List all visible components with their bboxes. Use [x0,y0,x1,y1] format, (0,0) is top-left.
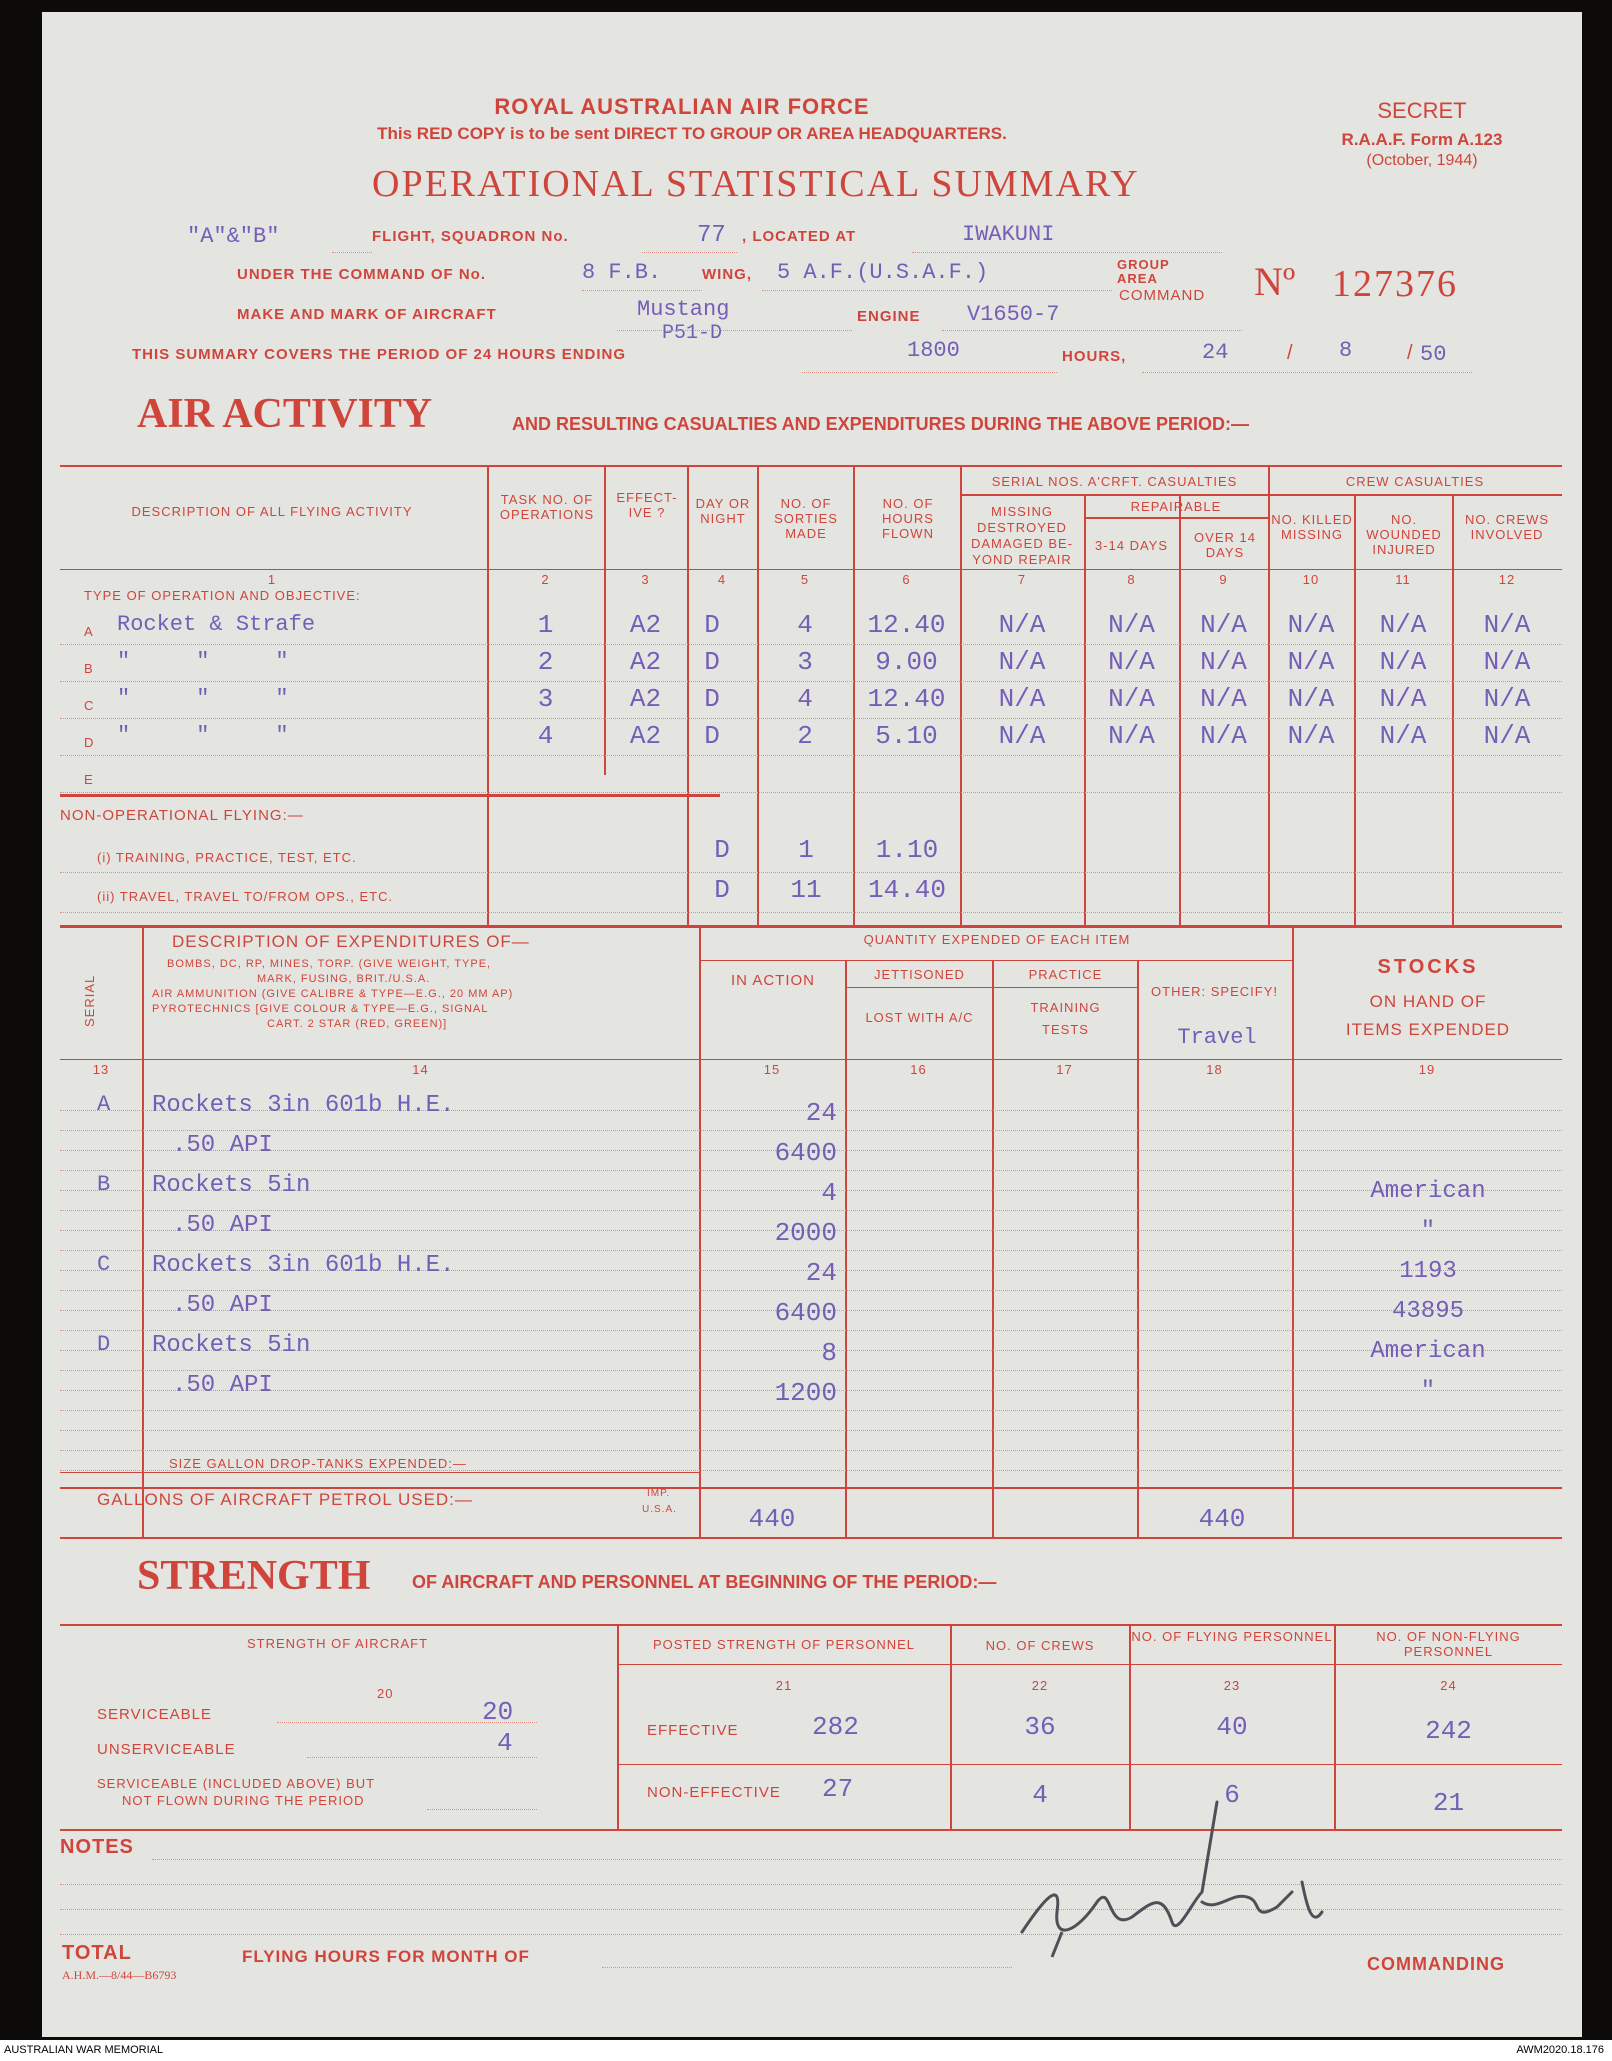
engine-label: ENGINE [857,308,921,325]
col-number: 1 [267,572,277,587]
col-over14-header: OVER 14 DAYS [1194,530,1256,560]
col-number: 24 [1440,1678,1457,1693]
expenditure-serial: C [97,1252,111,1277]
col-daynight-header: DAY OR NIGHT [695,496,751,526]
period-label: THIS SUMMARY COVERS THE PERIOD OF 24 HOURS ENDING [132,346,627,363]
strength-heading: STRENGTH [137,1553,371,1599]
effective-posted: 282 [812,1712,859,1742]
posted-strength-title: POSTED STRENGTH OF PERSONNEL [652,1637,916,1652]
expenditure-desc-line: BOMBS, DC, RP, MINES, TORP. (GIVE WEIGHT, TYPE, [167,958,492,970]
training-hours: 1.10 [875,835,939,865]
expenditure-serial: A [97,1092,111,1117]
operation-cell-c11: N/A [1379,610,1427,640]
col-effective-header: EFFECT- IVE ? [616,490,678,520]
training-sorties: 1 [798,835,814,865]
expenditure-item: Rockets 5in [152,1332,311,1359]
operation-cell-task: 2 [537,647,554,677]
operation-cell-c12: N/A [1483,684,1531,714]
operation-cell-task: 4 [537,721,554,751]
col-hours-header: NO. OF HOURS FLOWN [882,496,934,541]
operation-cell-c9: N/A [1200,610,1247,640]
expenditure-in-action: 4 [821,1178,837,1208]
operation-cell-c12: N/A [1483,721,1531,751]
operation-cell-dn: D [704,721,720,751]
nonflying-personnel-title: NO. OF NON-FLYING PERSONNEL [1376,1629,1521,1659]
commanding-label: COMMANDING [1367,1954,1505,1974]
stocks-title: STOCKS [1377,956,1479,978]
expenditure-stock: American [1370,1338,1486,1365]
serial-col-header: SERIAL [82,974,97,1027]
date-sep-2: / [1407,342,1413,364]
repairable-header: REPAIRABLE [1130,499,1222,514]
col-number: 22 [1031,1678,1049,1693]
flight-value: "A"&"B" [187,224,280,249]
operation-row-letter: B [84,661,94,676]
form-sheet [42,12,1582,2037]
col-number: 14 [412,1062,429,1077]
operation-cell-c8: N/A [1108,684,1155,714]
operation-cell-c10: N/A [1287,610,1335,640]
effective-label: EFFECTIVE [647,1722,739,1739]
date-day: 24 [1202,340,1229,365]
expenditure-item: .50 API [172,1292,273,1319]
air-activity-subheading: AND RESULTING CASUALTIES AND EXPENDITURES DURING THE ABOVE PERIOD:— [512,414,1250,434]
signature [1002,1782,1362,1972]
operation-cell-c7: N/A [998,684,1046,714]
unserviceable-value: 4 [497,1728,513,1758]
operation-cell-c10: N/A [1287,684,1335,714]
noneffective-label: NON-EFFECTIVE [647,1784,781,1801]
operation-cell-c10: N/A [1287,721,1335,751]
serial-prefix: Nº [1254,259,1296,304]
serviceable-label: SERVICEABLE [97,1706,212,1723]
petrol-action: 440 [748,1504,796,1534]
crews-title: NO. OF CREWS [985,1638,1095,1653]
flying-personnel-title: NO. OF FLYING PERSONNEL [1131,1629,1333,1644]
flight-label: FLIGHT, SQUADRON No. [372,228,569,245]
operation-cell-c7: N/A [998,647,1046,677]
effective-nonflying: 242 [1425,1716,1472,1746]
training-daynight: D [714,835,730,865]
col-number: 10 [1302,572,1320,587]
command-value: 5 A.F.(U.S.A.F.) [777,260,989,285]
hours-label: HOURS, [1062,348,1127,365]
expenditure-desc-line: AIR AMMUNITION (GIVE CALIBRE & TYPE—E.G., 20 MM AP) [152,988,514,1000]
col-number: 3 [641,572,650,587]
col-number: 5 [800,572,810,587]
col-task-header: TASK NO. OF OPERATIONS [499,492,595,522]
effective-flying: 40 [1216,1712,1248,1742]
col-sorties-header: NO. OF SORTIES MADE [774,496,838,541]
expenditure-item: Rockets 5in [152,1172,311,1199]
red-copy-line: This RED COPY is to be sent DIRECT TO GROUP OR AREA HEADQUARTERS. [377,124,1007,143]
aircraft-value: Mustang [637,297,730,322]
expenditure-in-action: 8 [821,1338,837,1368]
lost-with-ac-header: LOST WITH A/C [865,1010,974,1025]
expenditure-stock: 43895 [1391,1298,1464,1325]
operation-cell-c8: N/A [1108,721,1155,751]
aircraft-variant: P51-D [662,322,723,345]
col-number: 6 [902,572,911,587]
unserviceable-label: UNSERVICEABLE [97,1741,236,1758]
operation-description: Rocket & Strafe [117,612,316,637]
operation-cell-eff: A2 [629,647,662,677]
expenditure-serial: D [97,1332,111,1357]
date-month: 8 [1339,338,1353,363]
expenditure-in-action: 2000 [774,1218,837,1248]
effective-crews: 36 [1024,1712,1056,1742]
aircraft-label: MAKE AND MARK OF AIRCRAFT [237,306,497,323]
operation-cell-c11: N/A [1379,647,1427,677]
training-label: (i) TRAINING, PRACTICE, TEST, ETC. [97,850,357,865]
wing-value: 8 F.B. [582,260,662,285]
travel-daynight: D [714,875,730,905]
col-number: 19 [1418,1062,1436,1077]
org-name: ROYAL AUSTRALIAN AIR FORCE [494,94,870,119]
operation-cell-eff: A2 [629,610,662,640]
travel-sorties: 11 [790,875,822,905]
col-number: 11 [1395,572,1411,587]
col-number: 7 [1017,572,1027,587]
petrol-imp-label: IMP. [647,1488,671,1499]
operation-cell-dn: D [704,684,720,714]
col-number: 21 [775,1678,793,1693]
noneffective-crews: 4 [1032,1780,1048,1810]
expenditure-item: .50 API [172,1372,273,1399]
squadron-value: 77 [697,222,726,249]
operation-cell-hours: 12.40 [867,684,946,714]
col-desc-header: DESCRIPTION OF ALL FLYING ACTIVITY [131,504,413,519]
expenditure-serial: B [97,1172,111,1197]
expenditure-stock: 1193 [1399,1258,1457,1285]
expenditure-in-action: 1200 [774,1378,837,1408]
serviceable-value: 20 [482,1697,514,1727]
stocks-sub2: ITEMS EXPENDED [1345,1020,1511,1039]
operation-cell-task: 3 [537,684,554,714]
area-label: AREA [1117,271,1158,286]
operation-row-letter: E [84,772,94,787]
drop-tanks-label: SIZE GALLON DROP-TANKS EXPENDED:— [169,1456,467,1471]
expenditure-item: .50 API [172,1212,273,1239]
expenditure-desc-title: DESCRIPTION OF EXPENDITURES OF— [172,932,530,951]
operation-cell-c8: N/A [1108,610,1155,640]
serviceable-not-flown-label: SERVICEABLE (INCLUDED ABOVE) BUT [97,1776,376,1791]
footer-left: AUSTRALIAN WAR MEMORIAL [4,2044,164,2056]
col-number: 16 [910,1062,927,1077]
archive-footer [0,2040,1612,2061]
located-value: IWAKUNI [962,222,1055,247]
expenditure-item: .50 API [172,1132,273,1159]
hours-value: 1800 [907,338,960,363]
operation-description: " " " [117,723,289,748]
expenditure-in-action: 6400 [774,1138,837,1168]
other-value: Travel [1177,1025,1257,1050]
operation-row-letter: D [84,735,95,750]
operation-cell-c11: N/A [1379,684,1427,714]
operation-row-letter: C [84,698,95,713]
petrol-usa-label: U.S.A. [642,1504,677,1515]
expenditure-desc-line: MARK, FUSING, BRIT./U.S.A. [257,973,431,985]
expenditure-stock: " [1420,1218,1436,1245]
col-number: 17 [1056,1062,1073,1077]
tests-header: TESTS [1042,1022,1089,1037]
form-date: (October, 1944) [1366,152,1478,169]
secret-label: SECRET [1377,98,1467,123]
expenditure-item: Rockets 3in 601b H.E. [152,1092,455,1119]
operation-cell-eff: A2 [629,684,662,714]
date-sep-1: / [1287,342,1293,364]
expenditure-in-action: 6400 [774,1298,837,1328]
col-3-14-header: 3-14 DAYS [1094,538,1169,553]
operation-cell-hours: 9.00 [875,647,938,677]
in-action-header: IN ACTION [730,972,815,989]
other-header: OTHER: SPECIFY! [1151,984,1278,999]
notes-label: NOTES [60,1836,134,1858]
non-op-label: NON-OPERATIONAL FLYING:— [60,807,304,824]
operation-cell-sorties: 4 [797,684,813,714]
col-number: 9 [1219,572,1228,587]
flying-hours-month-label: FLYING HOURS FOR MONTH OF [242,1947,530,1966]
col-killed-header: NO. KILLED MISSING [1271,512,1353,542]
col-number: 12 [1498,572,1516,587]
operation-description: " " " [117,649,289,674]
operation-row-letter: A [84,624,94,639]
col-crews-header: NO. CREWS INVOLVED [1464,512,1550,542]
serviceable-not-flown-label2: NOT FLOWN DURING THE PERIOD [122,1793,365,1808]
jettisoned-header: JETTISONED [874,967,965,982]
col-number: 23 [1223,1678,1241,1693]
strength-subheading: OF AIRCRAFT AND PERSONNEL AT BEGINNING OF THE PERIOD:— [412,1572,997,1592]
col-wounded-header: NO. WOUNDED INJURED [1366,512,1442,557]
col-missing-header: MISSING DESTROYED DAMAGED BE- YOND REPAIR [970,504,1073,567]
col-number: 8 [1127,572,1136,587]
engine-value: V1650-7 [967,302,1060,327]
stocks-sub1: ON HAND OF [1369,992,1487,1011]
travel-label: (ii) TRAVEL, TRAVEL TO/FROM OPS., ETC. [97,889,394,904]
footer-right: AWM2020.18.176 [1516,2044,1604,2056]
expenditure-desc-line: PYROTECHNICS [GIVE COLOUR & TYPE—E.G., SIGNAL [152,1003,489,1015]
operation-cell-eff: A2 [629,721,662,751]
expenditure-in-action: 24 [805,1098,837,1128]
command-suffix: COMMAND [1119,287,1206,304]
noneffective-posted: 27 [822,1774,854,1804]
noneffective-flying: 6 [1224,1780,1240,1810]
type-of-operation-label: TYPE OF OPERATION AND OBJECTIVE: [84,588,361,603]
operation-cell-c9: N/A [1200,721,1247,751]
operation-cell-task: 1 [537,610,554,640]
total-label: TOTAL [62,1942,132,1964]
aircraft-strength-title: STRENGTH OF AIRCRAFT [246,1636,429,1651]
operation-cell-hours: 12.40 [867,610,946,640]
operation-cell-c8: N/A [1108,647,1155,677]
operation-cell-c7: N/A [998,610,1046,640]
operation-cell-c12: N/A [1483,610,1531,640]
col-number: 18 [1206,1062,1223,1077]
travel-hours: 14.40 [867,875,946,905]
expenditure-stock: American [1370,1178,1486,1205]
operation-cell-dn: D [704,647,720,677]
group-label: GROUP [1117,257,1170,272]
noneffective-nonflying: 21 [1432,1788,1465,1818]
operation-cell-c12: N/A [1483,647,1531,677]
aircraft-col-no: 20 [377,1686,394,1701]
wing-label: WING, [702,266,752,283]
expenditure-item: Rockets 3in 601b H.E. [152,1252,455,1279]
print-code: A.H.M.—8/44—B6793 [62,1968,177,1982]
operation-cell-c11: N/A [1379,721,1427,751]
air-activity-heading: AIR ACTIVITY [137,391,433,437]
form-number: R.A.A.F. Form A.123 [1341,130,1503,149]
training-header: TRAINING [1030,1000,1101,1015]
col-number: 15 [763,1062,781,1077]
located-label: , LOCATED AT [742,228,857,245]
expenditure-desc-line: CART. 2 STAR (RED, GREEN)] [267,1018,448,1030]
operation-cell-sorties: 4 [797,610,813,640]
form-title: OPERATIONAL STATISTICAL SUMMARY [372,163,1140,205]
petrol-other: 440 [1198,1504,1246,1534]
practice-header: PRACTICE [1028,967,1103,982]
col-number: 13 [92,1062,110,1077]
expenditure-in-action: 24 [805,1258,837,1288]
crew-casualties-header: CREW CASUALTIES [1345,474,1485,489]
operation-cell-c7: N/A [998,721,1046,751]
col-number: 2 [541,572,550,587]
operation-cell-dn: D [704,610,720,640]
expenditure-stock: " [1420,1378,1436,1405]
operation-cell-sorties: 3 [797,647,813,677]
aircraft-casualties-header: SERIAL NOS. A'CRFT. CASUALTIES [991,474,1238,489]
quantity-group-header: QUANTITY EXPENDED OF EACH ITEM [863,932,1131,947]
operation-cell-sorties: 2 [797,721,813,751]
operation-cell-c9: N/A [1200,684,1247,714]
col-number: 4 [717,572,727,587]
operation-cell-c10: N/A [1287,647,1335,677]
operation-cell-hours: 5.10 [875,721,938,751]
serial-number: 127376 [1332,263,1458,305]
operation-description: " " " [117,686,289,711]
operation-cell-c9: N/A [1200,647,1247,677]
command-label: UNDER THE COMMAND OF No. [237,266,486,283]
petrol-label: GALLONS OF AIRCRAFT PETROL USED:— [97,1490,473,1509]
date-year: 50 [1420,342,1447,367]
